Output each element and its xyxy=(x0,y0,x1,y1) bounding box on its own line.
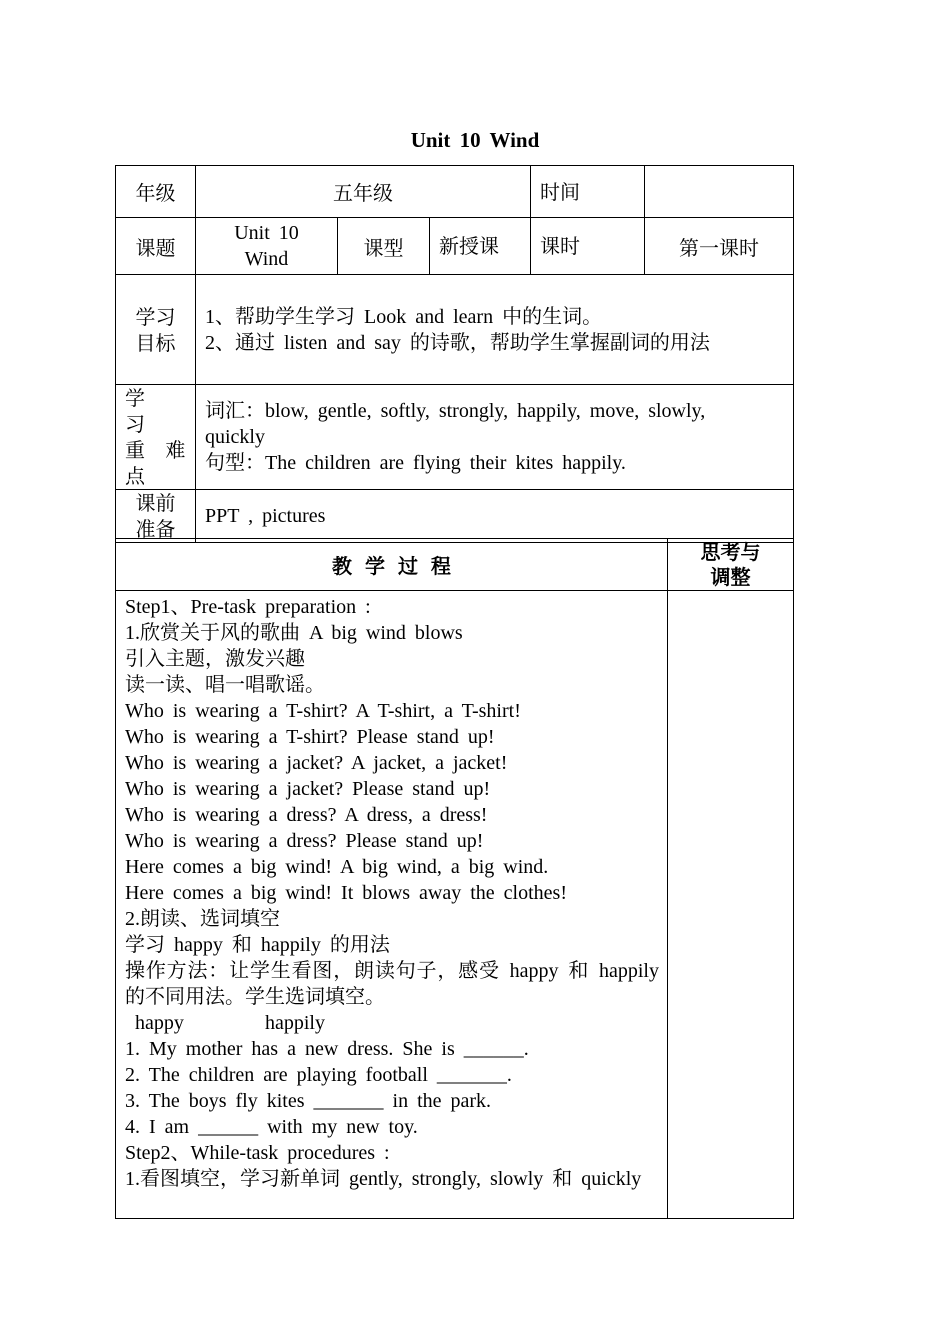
topic-line-1: Unit 10 xyxy=(234,222,299,244)
reflection-header-line-2: 调整 xyxy=(710,564,751,589)
method-text: 操作方法：让学生看图，朗读句子，感受 happy 和 happily 的不同用法。学生选词填空。 xyxy=(125,960,659,1008)
chant-line: Here comes a big wind! A big wind, a big wind. xyxy=(125,856,549,878)
key-label-line-2: 习 xyxy=(125,412,145,436)
key-vocab-line-1: 词汇：blow, gentle, softly, strongly, happily, move, slowly, xyxy=(205,400,706,422)
process-line: 读一读、唱一唱歌谣。 xyxy=(125,674,325,696)
reflection-header-line-1: 思考与 xyxy=(700,539,761,564)
key-label-line-4: 点 xyxy=(125,464,145,488)
period-label: 课时 xyxy=(531,218,645,275)
process-header: 教 学 过 程 xyxy=(116,539,668,591)
chant-line: Who is wearing a T-shirt? Please stand up! xyxy=(125,726,495,748)
exercise-item: 1. My mother has a new dress. She is ______. xyxy=(125,1038,529,1060)
page-title: Unit 10 Wind xyxy=(410,128,540,152)
reflection-notes xyxy=(668,591,794,1219)
topic-line-2: Wind xyxy=(244,248,289,270)
choice-happy: happy xyxy=(135,1012,184,1034)
learning-goals xyxy=(196,275,794,385)
goal-1: 1、帮助学生学习 Look and learn 中的生词。 xyxy=(205,305,603,328)
step2-heading: Step2、While-task procedures : xyxy=(125,1142,390,1164)
process-line: Step1、Pre-task preparation : xyxy=(125,596,371,618)
topic-value xyxy=(196,218,338,275)
word-choices xyxy=(125,1010,659,1036)
key-label-line-1: 学 xyxy=(125,386,145,410)
goals-label xyxy=(116,275,196,385)
process-line: 学习 happy 和 happily 的用法 xyxy=(125,934,390,956)
period-value: 第一课时 xyxy=(645,218,794,275)
process-content xyxy=(116,591,668,1219)
key-pattern: 句型：The children are flying their kites happily. xyxy=(205,452,626,474)
time-label: 时间 xyxy=(531,166,645,218)
grade-label: 年级 xyxy=(116,166,196,218)
goal-2: 2、通过 listen and say 的诗歌，帮助学生掌握副词的用法 xyxy=(205,331,710,354)
chant-line: Who is wearing a dress? A dress, a dress! xyxy=(125,804,488,826)
reflection-header xyxy=(668,539,794,591)
step2-task: 1.看图填空，学习新单词 gently, strongly, slowly 和 quickly xyxy=(125,1168,642,1190)
chant-line: Who is wearing a jacket? A jacket, a jacket! xyxy=(125,752,508,774)
choice-happily: happily xyxy=(265,1012,325,1034)
lesson-info-table xyxy=(115,165,794,543)
chant-line: Who is wearing a jacket? Please stand up! xyxy=(125,778,491,800)
key-label-line-3: 重 难 xyxy=(125,438,186,462)
key-points-label xyxy=(116,385,196,490)
grade-value: 五年级 xyxy=(196,166,531,218)
key-points xyxy=(196,385,794,490)
goals-label-line-1: 学习 xyxy=(135,304,176,329)
topic-label: 课题 xyxy=(116,218,196,275)
exercise-item: 4. I am ______ with my new toy. xyxy=(125,1116,418,1138)
process-line: 引入主题，激发兴趣 xyxy=(125,648,305,670)
lesson-type-label: 课型 xyxy=(338,218,430,275)
chant-line: Who is wearing a T-shirt? A T-shirt, a T-shirt! xyxy=(125,700,521,722)
prep-label-line-2: 准备 xyxy=(135,517,176,541)
prep-label xyxy=(116,490,196,543)
prep-label-line-1: 课前 xyxy=(135,491,176,515)
chant-line: Here comes a big wind! It blows away the clothes! xyxy=(125,882,567,904)
prep-value: PPT , pictures xyxy=(196,490,794,543)
exercise-item: 3. The boys fly kites _______ in the park. xyxy=(125,1090,492,1112)
chant-line: Who is wearing a dress? Please stand up! xyxy=(125,830,484,852)
goals-label-line-2: 目标 xyxy=(135,330,176,355)
process-line: 1.欣赏关于风的歌曲 A big wind blows xyxy=(125,622,463,644)
teaching-process-table xyxy=(115,538,794,1219)
time-value xyxy=(645,166,794,218)
process-line: 2.朗读、选词填空 xyxy=(125,908,280,930)
exercise-item: 2. The children are playing football _______. xyxy=(125,1064,512,1086)
lesson-type-value: 新授课 xyxy=(430,218,531,275)
key-vocab-line-2: quickly xyxy=(205,426,265,448)
